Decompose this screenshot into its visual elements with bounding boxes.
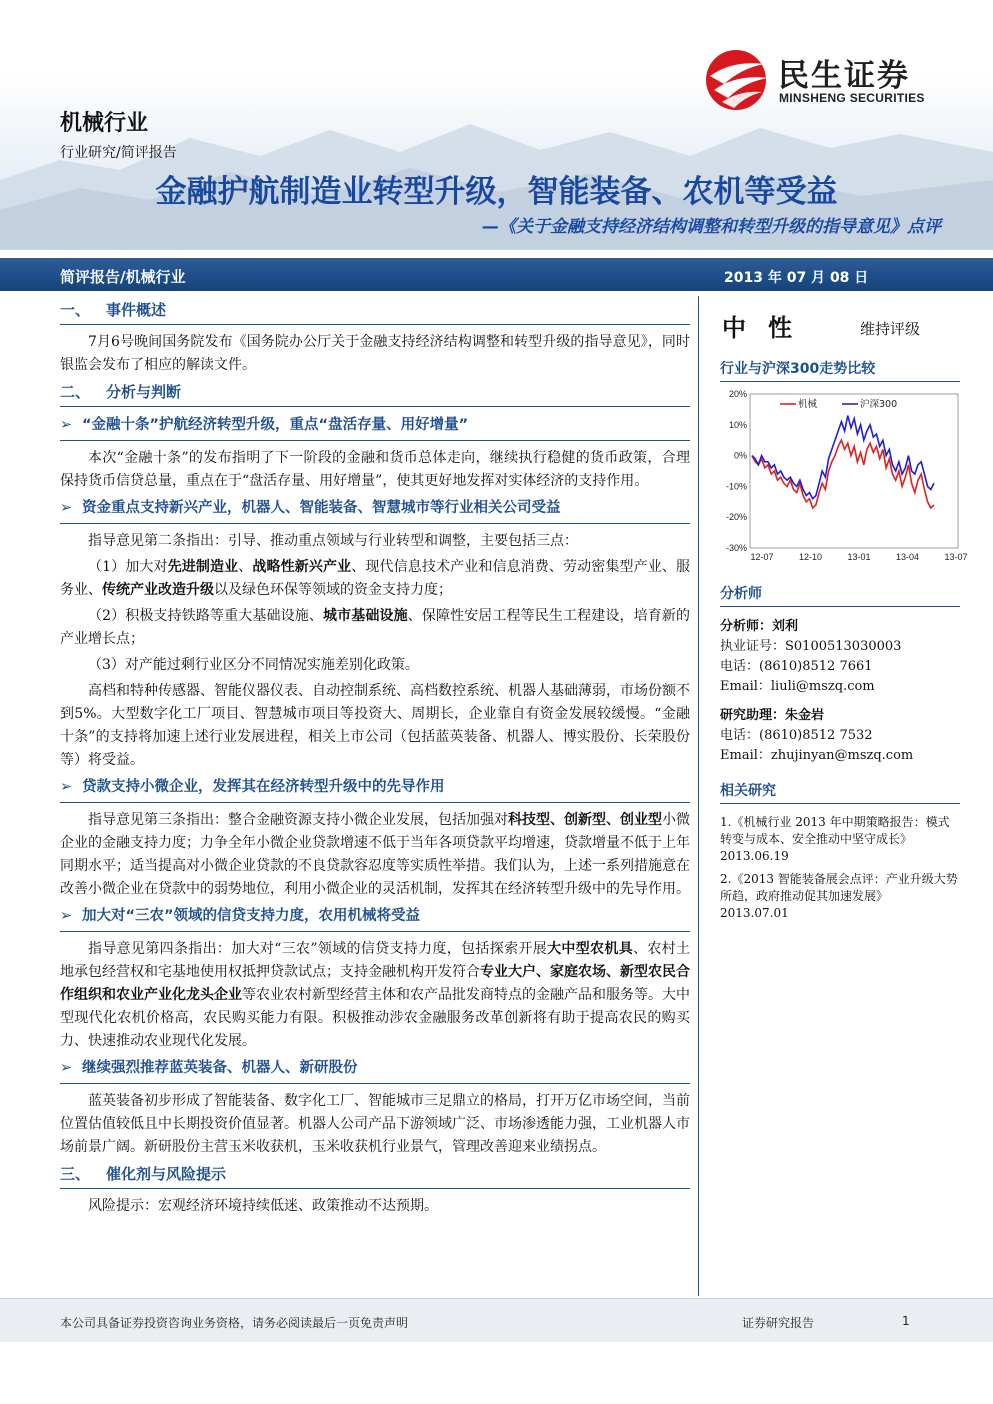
related-item (720, 871, 960, 922)
assistant-name: 朱金岩 (785, 708, 825, 723)
subheading-text: 贷款支持小微企业，发挥其在经济转型升级中的先导作用 (82, 779, 445, 795)
chart-heading: 行业与沪深300走势比较 (720, 356, 960, 382)
paragraph (60, 556, 690, 602)
assistant-line (720, 706, 960, 726)
paragraph: 高档和特种传感器、智能仪器仪表、自动控制系统、高档数控系统、机器人基础薄弱，市场份额不到5%。大型数字化工厂项目、智慧城市项目等投资大、周期长，企业靠自有资金发展较缓慢。“金融十条”的支持将加速上述行业发展进程，相关上市公司（包括蓝英装备、机器人、博实股份、长荣股份等）将受益。 (60, 683, 690, 768)
legend-label: 沪深300 (860, 399, 898, 410)
rating-box (720, 298, 960, 356)
section-number: 二、 (60, 383, 91, 401)
report-type: 行业研究/简评报告 (60, 145, 177, 161)
industry-label: 机械行业 (60, 111, 149, 136)
series-line-csi300 (752, 416, 934, 499)
bold-text: 战略性新兴产业 (252, 559, 352, 575)
related-research-list (720, 814, 960, 922)
subheading-recommendation (60, 1056, 690, 1081)
divider (60, 324, 690, 325)
x-tick-label: 13-01 (847, 552, 871, 562)
analyst-label: 分析师： (720, 619, 773, 634)
subheading-finance-ten (60, 413, 690, 438)
series-line-machinery (752, 440, 934, 508)
subheading-text: “金融十条”护航经济转型升级，重点“盘活存量、用好增量” (82, 417, 469, 433)
paragraph (60, 809, 690, 901)
band-report-category: 简评报告/机械行业 (60, 268, 186, 286)
divider (60, 802, 690, 803)
rating-action: 维持评级 (860, 320, 921, 338)
page-footer (0, 1298, 993, 1342)
text-run: （2）积极支持铁路等重大基础设施、 (88, 608, 323, 624)
divider (60, 406, 690, 407)
company-logo (702, 46, 938, 112)
bold-text: 科技型、创新型、创业型 (508, 812, 662, 828)
section-title: 催化剂与风险提示 (106, 1165, 227, 1183)
x-tick-label: 13-04 (895, 552, 920, 562)
related-item-title: 2.《2013 智能装备展会点评：产业升级大势所趋，政府推动促其加速发展》 (720, 872, 958, 903)
section-number: 三、 (60, 1165, 91, 1183)
column-divider (698, 296, 699, 1296)
bold-text: 先进制造业 (167, 559, 239, 575)
x-tick-label: 13-07 (944, 552, 968, 562)
bold-text: 专业大户、家庭农场、新型农民合作组织和农业产业化龙头企业 (60, 964, 690, 1003)
paragraph: 风险提示：宏观经济环境持续低迷、政策推动不达预期。 (88, 1198, 438, 1214)
footer-report-type: 证券研究报告 (742, 1316, 815, 1330)
x-tick-label: 12-07 (750, 552, 774, 562)
rating-value: 中性 (722, 314, 814, 342)
arrow-bullet-icon: ➢ (60, 417, 73, 433)
y-axis (726, 389, 747, 553)
paragraph: 本次“金融十条”的发布指明了下一阶段的金融和货币总体走向，继续执行稳健的货币政策，合理保持货币信贷总量，重点在于“盘活存量、用好增量”，使其更好地发挥对实体经济的支持作用。 (60, 450, 690, 489)
text-run: 等农业农村新型经营主体和农产品批发商特点的金融产品和服务等。大中型现代化农机价格高，农民购买能力有限。积极推动涉农金融服务改革创新将有助于提高农民的购买力、快速推动农业现代化发展。 (60, 987, 690, 1049)
related-item (720, 814, 960, 865)
y-tick-label: -30% (725, 543, 747, 553)
divider (60, 440, 690, 441)
subheading-emerging-industries (60, 496, 690, 521)
text-run: （1）加大对 (88, 559, 168, 575)
analyst-name: 刘利 (772, 619, 799, 634)
logo-english-name: MINSHENG SECURITIES (779, 91, 925, 105)
related-item-date: 2013.07.01 (720, 906, 789, 920)
x-axis (750, 552, 967, 562)
divider (60, 1188, 690, 1189)
report-subtitle: —《关于金融支持经济结构调整和转型升级的指导意见》点评 (482, 217, 941, 237)
logo-chinese-name: 民生证券 (778, 58, 910, 94)
bold-text: 大中型农机具 (547, 941, 634, 957)
page-number: 1 (902, 1314, 910, 1328)
text-run: 指导意见第四条指出：加大对“三农”领域的信贷支持力度，包括探索开展 (88, 941, 548, 957)
subheading-text: 继续强烈推荐蓝英装备、机器人、新研股份 (82, 1060, 358, 1076)
analyst-info (720, 617, 960, 766)
text-run: 指导意见第三条指出：整合金融资源支持小微企业发展，包括加强对 (88, 812, 508, 828)
related-research-heading: 相关研究 (720, 778, 960, 804)
section-heading-3 (60, 1162, 690, 1186)
paragraph: 指导意见第二条指出：引导、推动重点领域与行业转型和调整，主要包括三点： (88, 533, 578, 549)
paragraph: （3）对产能过剩行业区分不同情况实施差别化政策。 (88, 657, 419, 673)
analyst-heading: 分析师 (720, 581, 960, 607)
analyst-line (720, 617, 960, 637)
performance-chart (720, 386, 968, 571)
arrow-bullet-icon: ➢ (60, 500, 73, 516)
subheading-text: 加大对“三农”领域的信贷支持力度，农用机械将受益 (82, 908, 421, 924)
divider (60, 523, 690, 524)
sidebar (720, 298, 968, 928)
bold-text: 城市基础设施 (322, 608, 408, 624)
divider (60, 931, 690, 932)
logo-mark-icon (702, 46, 774, 112)
subheading-small-business (60, 775, 690, 800)
text-run: 、保障性安居工程等民生工程建设，培育新的产业增长点； (60, 608, 691, 647)
related-item-title: 1.《机械行业 2013 年中期策略报告：模式转变与成本、安全推动中坚守成长》 (720, 815, 950, 846)
footer-disclaimer: 本公司具备证券投资咨询业务资格，请务必阅读最后一页免责声明 (60, 1316, 409, 1330)
section-band (0, 258, 993, 291)
text-run: 、农村土地承包经营权和宅基地使用权抵押贷款试点；支持金融机构开发符合 (60, 941, 690, 980)
subheading-agriculture (60, 904, 690, 929)
y-tick-label: -20% (725, 512, 747, 523)
chart-legend (780, 398, 897, 410)
assistant-label: 研究助理： (720, 708, 786, 723)
section-title: 事件概述 (106, 301, 167, 319)
y-tick-label: -10% (725, 481, 747, 492)
report-title: 金融护航制造业转型升级，智能装备、农机等受益 (155, 174, 838, 210)
main-content (60, 298, 690, 1221)
arrow-bullet-icon: ➢ (60, 908, 73, 924)
legend-label: 机械 (798, 399, 818, 410)
paragraph (60, 605, 690, 651)
bold-text: 传统产业改造升级 (102, 582, 214, 598)
y-tick-label: 0% (733, 450, 747, 461)
assistant-email: Email：zhujinyan@mszq.com (720, 748, 914, 763)
divider (60, 1083, 690, 1084)
series-lines (752, 416, 934, 508)
y-tick-label: 20% (728, 389, 747, 399)
arrow-bullet-icon: ➢ (60, 779, 73, 795)
paragraph: 蓝英装备初步形成了智能装备、数字化工厂、智能城市三足鼎立的格局，打开万亿市场空间，当前位置估值较低且中长期投资价值显著。机器人公司产品下游领域广泛、市场渗透能力强，工业机器人市场前景广阔。新研股份主营玉米收获机，玉米收获机行业景气，管理改善迎来业绩拐点。 (60, 1093, 690, 1155)
report-date: 2013 年 07 月 08 日 (724, 270, 869, 286)
section-number: 一、 (60, 301, 91, 319)
section-heading-2 (60, 380, 690, 404)
section-title: 分析与判断 (106, 383, 182, 401)
arrow-bullet-icon: ➢ (60, 1060, 73, 1076)
x-tick-label: 12-10 (798, 552, 823, 562)
section-heading-1 (60, 298, 690, 322)
assistant-tel: 电话：(8610)8512 7532 (720, 728, 873, 743)
report-header (0, 0, 993, 248)
paragraph: 7月6号晚间国务院发布《国务院办公厅关于金融支持经济结构调整和转型升级的指导意见》，同时银监会发布了相应的解读文件。 (60, 334, 690, 373)
analyst-email: Email：liuli@mszq.com (720, 679, 875, 694)
analyst-cert: 执业证号：S0100513030003 (720, 639, 902, 654)
text-run: 、 (238, 559, 253, 575)
text-run: 以及绿色环保等领域的资金支持力度； (214, 582, 452, 598)
text-run: 小微企业的金融支持力度；力争全年小微企业贷款增速不低于当年各项贷款平均增速，贷款增量不低于上年同期水平；适当提高对小微企业贷款的不良贷款容忍度等实质性举措。我们认为，上述一系列措施意在改善小微企业在贷款中的弱势地位，利用小微企业的灵活机制，发挥其在经济转型升级中的先导作用。 (60, 812, 690, 897)
y-tick-label: 10% (728, 419, 747, 430)
paragraph (60, 938, 690, 1053)
text-run: 、现代信息技术产业和信息消费、劳动密集型产业、服务业、 (60, 559, 691, 598)
subheading-text: 资金重点支持新兴产业，机器人、智能装备、智慧城市等行业相关公司受益 (82, 500, 561, 516)
analyst-tel: 电话：(8610)8512 7661 (720, 659, 873, 674)
related-item-date: 2013.06.19 (720, 849, 789, 863)
